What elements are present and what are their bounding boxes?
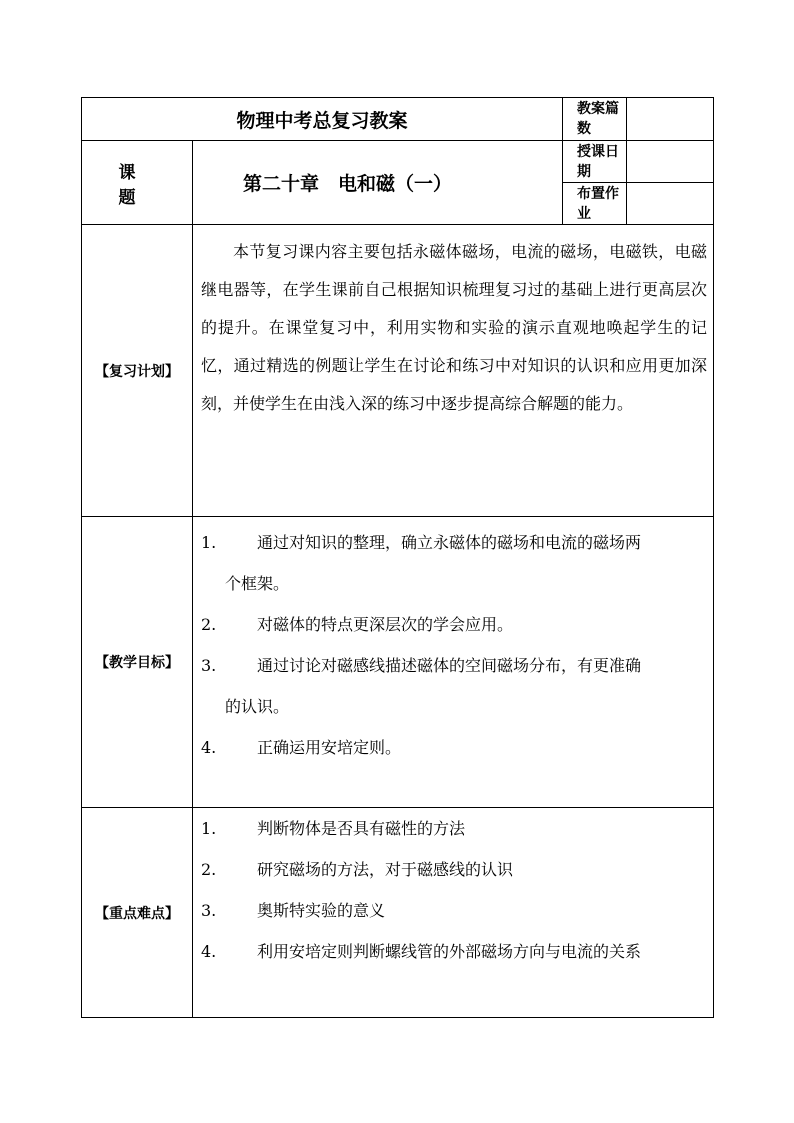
homework-value [627,183,714,225]
key-points-label: 【重点难点】 [82,808,193,1018]
key-points-cell [193,808,714,1018]
objective-item: 3. 通过讨论对磁感线描述磁体的空间磁场分布，有更准确 [201,656,642,675]
objectives-label: 【教学目标】 [82,517,193,808]
key-point-item: 2. 研究磁场的方法，对于磁感线的认识 [201,860,514,879]
key-point-item: 3. 奥斯特实验的意义 [201,901,386,920]
objective-item-continued: 的认识。 [225,697,290,716]
subject-value: 第二十章 电和磁（一） [193,141,563,225]
objectives-cell [193,517,714,808]
count-value [627,98,714,141]
subject-label: 课 题 [82,141,193,225]
objective-item: 1. 通过对知识的整理，确立永磁体的磁场和电流的磁场两 [201,533,642,552]
objective-item-continued: 个框架。 [225,574,290,593]
date-value [627,141,714,183]
key-point-item: 1. 判断物体是否具有磁性的方法 [201,819,466,838]
homework-label: 布置作业 [563,183,627,225]
lesson-plan-table [81,97,714,1018]
review-plan-label: 【复习计划】 [82,225,193,517]
review-plan-cell [193,225,714,517]
objectives-list [193,517,713,768]
objective-item: 2. 对磁体的特点更深层次的学会应用。 [201,615,514,634]
date-label: 授课日期 [563,141,627,183]
count-label: 教案篇数 [563,98,627,141]
objective-item: 4. 正确运用安培定则。 [201,738,402,757]
document-title: 物理中考总复习教案 [82,98,563,141]
review-plan-text: 本节复习课内容主要包括永磁体磁场，电流的磁场，电磁铁，电磁继电器等，在学生课前自己根据知识梳理复习过的基础上进行更高层次的提升。在课堂复习中，利用实物和实验的演示直观地唤起学生的记忆，通过精选的例题让学生在讨论和练习中对知识的认识和应用更加深刻，并使学生在由浅入深的练习中逐步提高综合解题的能力。 [201,242,708,413]
key-point-item: 4. 利用安培定则判断螺线管的外部磁场方向与电流的关系 [201,942,642,961]
key-points-list [193,808,713,972]
